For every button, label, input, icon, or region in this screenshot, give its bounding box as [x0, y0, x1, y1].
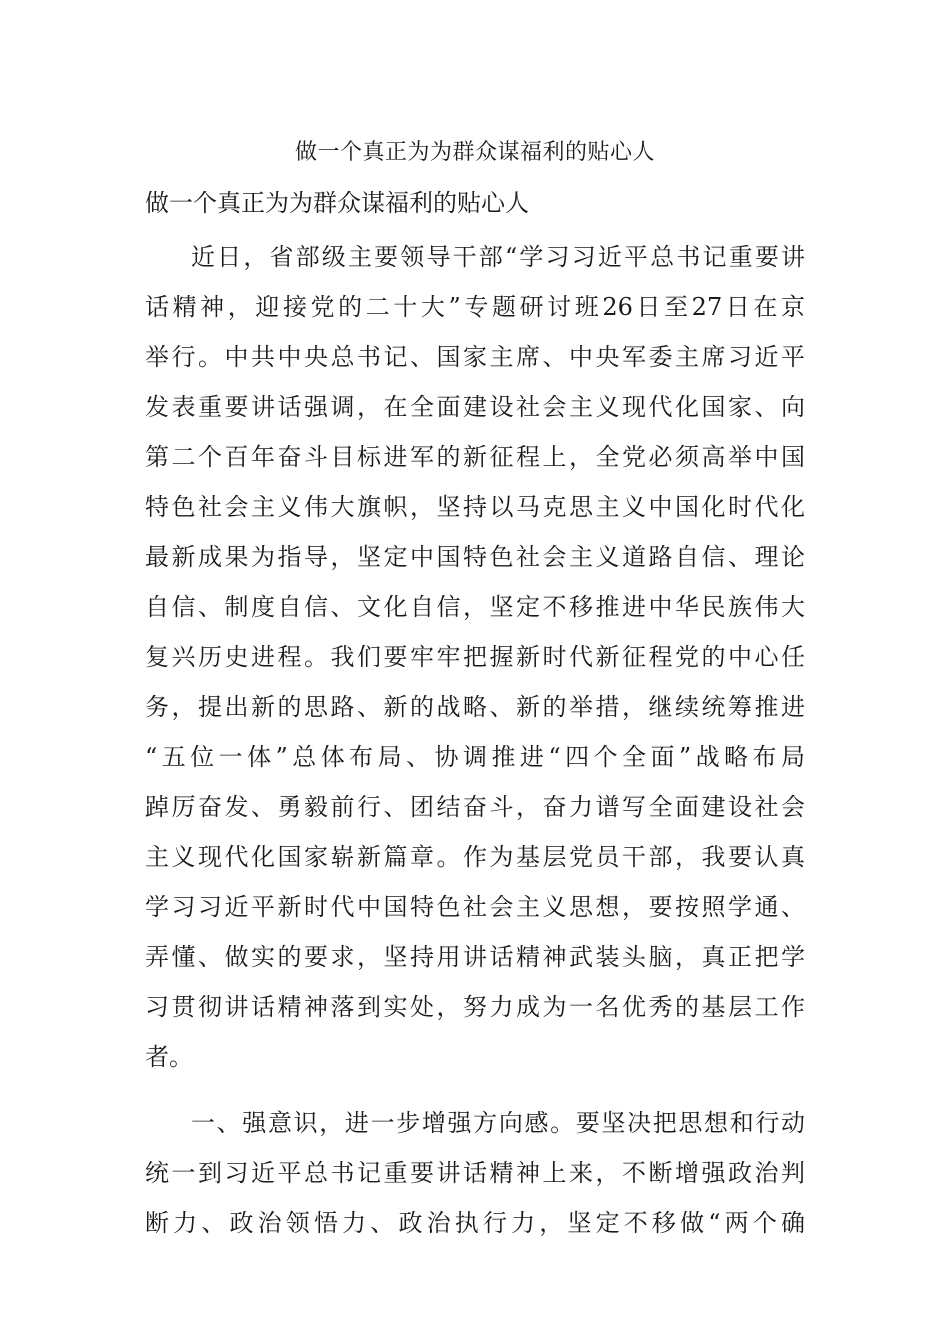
paragraph [145, 1098, 805, 1248]
text-line: 学习习近平新时代中国特色社会主义思想，要按照学通、 [145, 893, 805, 921]
paragraph-spacer [145, 1082, 805, 1098]
paragraph [145, 232, 805, 1082]
document-body [145, 232, 805, 1248]
text-line: 弄懂、做实的要求，坚持用讲话精神武装头脑，真正把学 [145, 943, 805, 971]
text-line: 习贯彻讲话精神落到实处，努力成为一名优秀的基层工作 [145, 993, 805, 1021]
text-line: 主义现代化国家崭新篇章。作为基层党员干部，我要认真 [145, 843, 805, 871]
text-line: “五位一体”总体布局、协调推进“四个全面”战略布局 [145, 743, 805, 771]
text-line: 第二个百年奋斗目标进军的新征程上，全党必须高举中国 [145, 443, 805, 471]
text-line: 者。 [145, 1043, 193, 1071]
text-line: 踔厉奋发、勇毅前行、团结奋斗，奋力谱写全面建设社会 [145, 793, 805, 821]
text-line: 举行。中共中央总书记、国家主席、中央军委主席习近平 [145, 343, 805, 371]
text-line: 自信、制度自信、文化自信，坚定不移推进中华民族伟大 [145, 593, 805, 621]
text-line: 务，提出新的思路、新的战略、新的举措，继续统筹推进 [145, 693, 805, 721]
text-line: 一、强意识，进一步增强方向感。要坚决把思想和行动 [191, 1109, 805, 1137]
document-title: 做一个真正为为群众谋福利的贴心人 [294, 140, 655, 165]
text-line: 断力、政治领悟力、政治执行力，坚定不移做“两个确 [145, 1209, 805, 1237]
text-line: 统一到习近平总书记重要讲话精神上来，不断增强政治判 [145, 1159, 805, 1187]
text-line: 最新成果为指导，坚定中国特色社会主义道路自信、理论 [145, 543, 805, 571]
text-line: 近日，省部级主要领导干部“学习习近平总书记重要讲 [191, 243, 805, 271]
text-line: 发表重要讲话强调，在全面建设社会主义现代化国家、向 [145, 393, 805, 421]
text-line: 特色社会主义伟大旗帜，坚持以马克思主义中国化时代化 [145, 493, 805, 521]
document-subtitle: 做一个真正为为群众谋福利的贴心人 [145, 189, 529, 217]
text-line: 复兴历史进程。我们要牢牢把握新时代新征程党的中心任 [145, 643, 805, 671]
text-line: 话精神，迎接党的二十大”专题研讨班26日至27日在京 [145, 293, 805, 321]
